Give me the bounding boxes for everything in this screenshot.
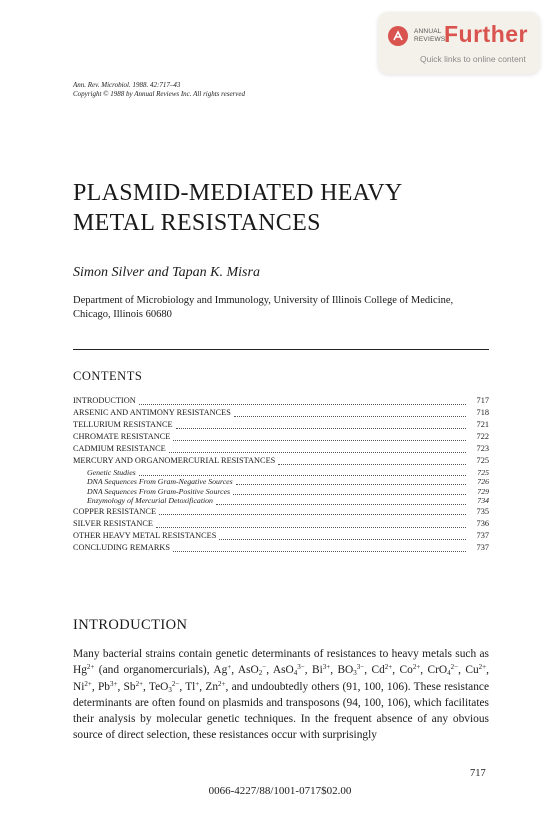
citation-journal: Ann. Rev. Microbiol. 1988. 42:717–43 bbox=[73, 81, 181, 89]
toc-entry-page: 737 bbox=[476, 531, 489, 541]
toc-subentry[interactable] bbox=[73, 468, 489, 478]
toc-entry[interactable] bbox=[73, 395, 489, 407]
price-code: 0066-4227/88/1001-0717$02.00 bbox=[208, 785, 352, 797]
toc-entry-page: 735 bbox=[476, 506, 489, 516]
toc-leader-dots bbox=[236, 484, 466, 485]
toc-entry-label: MERCURY AND ORGANOMERCURIAL RESISTANCES bbox=[73, 456, 276, 466]
toc-entry-page: 736 bbox=[476, 519, 489, 529]
toc-entry[interactable] bbox=[73, 443, 489, 455]
toc-leader-dots bbox=[159, 514, 466, 515]
divider bbox=[73, 349, 489, 350]
toc-leader-dots bbox=[234, 416, 466, 417]
toc-entry[interactable] bbox=[73, 407, 489, 419]
toc-leader-dots bbox=[173, 440, 466, 441]
toc-entry-label: OTHER HEAVY METAL RESISTANCES bbox=[73, 531, 217, 541]
toc-leader-dots bbox=[173, 551, 466, 552]
toc-entry-page: 737 bbox=[476, 543, 489, 553]
toc-entry[interactable] bbox=[73, 506, 489, 518]
toc-leader-dots bbox=[139, 404, 466, 405]
toc-entry[interactable] bbox=[73, 542, 489, 554]
toc-entry-label: COPPER RESISTANCE bbox=[73, 506, 157, 516]
toc-entry[interactable] bbox=[73, 530, 489, 542]
citation bbox=[73, 81, 245, 98]
toc-entry-page: 729 bbox=[477, 486, 489, 496]
toc-entry-label: Enzymology of Mercurial Detoxification bbox=[87, 496, 213, 506]
affiliation: Department of Microbiology and Immunology, University of Illinois College of Medicine, Chicago, Illinois 60680 bbox=[73, 295, 454, 320]
article-title: PLASMID-MEDIATED HEAVY METAL RESISTANCES bbox=[73, 180, 403, 236]
toc-leader-dots bbox=[169, 452, 466, 453]
toc-leader-dots bbox=[156, 527, 466, 528]
toc-entry-label: CADMIUM RESISTANCE bbox=[73, 444, 166, 454]
toc-entry-page: 725 bbox=[476, 456, 489, 466]
toc-leader-dots bbox=[219, 539, 466, 540]
toc-entry[interactable] bbox=[73, 518, 489, 530]
toc-leader-dots bbox=[139, 475, 466, 476]
toc-leader-dots bbox=[233, 494, 466, 495]
toc-leader-dots bbox=[176, 428, 466, 429]
toc-entry-page: 717 bbox=[476, 396, 489, 405]
annual-reviews-wordmark: ANNUAL REVIEWS bbox=[414, 28, 446, 43]
toc-entry-label: CHROMATE RESISTANCE bbox=[73, 432, 171, 442]
toc-entry-page: 721 bbox=[476, 420, 489, 430]
citation-copyright: Copyright © 1988 by Annual Reviews Inc. All rights reserved bbox=[73, 89, 245, 98]
toc-entry-label: DNA Sequences From Gram-Positive Sources bbox=[87, 486, 231, 496]
toc-entry[interactable] bbox=[73, 455, 489, 467]
toc-entry-label: INTRODUCTION bbox=[73, 396, 136, 405]
authors: Simon Silver and Tapan K. Misra bbox=[73, 265, 260, 280]
toc-entry-label: TELLURIUM RESISTANCE bbox=[73, 420, 173, 430]
further-subtitle: Quick links to online content bbox=[420, 54, 526, 64]
toc-entry-label: CONCLUDING REMARKS bbox=[73, 543, 171, 553]
toc-subentry[interactable] bbox=[73, 487, 489, 497]
toc-entry[interactable] bbox=[73, 431, 489, 443]
page-number: 717 bbox=[470, 768, 486, 779]
toc-entry[interactable] bbox=[73, 419, 489, 431]
toc-entry-page: 718 bbox=[476, 408, 489, 418]
toc-leader-dots bbox=[278, 464, 466, 465]
toc-entry-page: 723 bbox=[476, 444, 489, 454]
annual-reviews-logo-icon bbox=[388, 26, 408, 46]
toc-entry-page: 725 bbox=[477, 467, 489, 477]
toc-subentry[interactable] bbox=[73, 477, 489, 487]
table-of-contents bbox=[73, 395, 489, 554]
toc-entry-label: Genetic Studies bbox=[87, 467, 136, 477]
introduction-paragraph: Many bacterial strains contain genetic determinants of resistances to heavy metals such as $Hg^{2+}$ (and organomercurials), Ag+, AsO$_2$−, AsO$_4^{3-}$, $Bi^{3+}$, $BO_3^{3-}$, $Cd^{2+}$, $Co^{2+}$, CrO$_4^{2-}$, $Cu^{2+}$, $Ni^{2+}$, $Pb^{3+}$, $Sb^{2+}$, TeO$_3^{2-}$, Tl+, $Zn^{2+}$, and undoubtedly others (91, 100, 106). These resistance determinants are often found on plasmids and transposons (94, 100, 106), which facilitates their analysis by molecular genetic techniques. In the frequent absence of any obvious source of direct selection, these resistances occur with surprisingly bbox=[73, 648, 490, 742]
further-label: Further bbox=[444, 21, 528, 47]
toc-entry-label: SILVER RESISTANCE bbox=[73, 519, 153, 529]
contents-heading: CONTENTS bbox=[73, 369, 143, 383]
toc-entry-page: 722 bbox=[476, 432, 489, 442]
toc-entry-page: 726 bbox=[477, 477, 489, 487]
toc-leader-dots bbox=[216, 504, 466, 505]
toc-entry-page: 734 bbox=[477, 496, 489, 506]
toc-entry-label: ARSENIC AND ANTIMONY RESISTANCES bbox=[73, 408, 231, 418]
introduction-heading: INTRODUCTION bbox=[73, 617, 188, 633]
further-badge[interactable] bbox=[378, 12, 540, 74]
toc-entry-label: DNA Sequences From Gram-Negative Sources bbox=[87, 477, 233, 487]
toc-subentry[interactable] bbox=[73, 496, 489, 506]
